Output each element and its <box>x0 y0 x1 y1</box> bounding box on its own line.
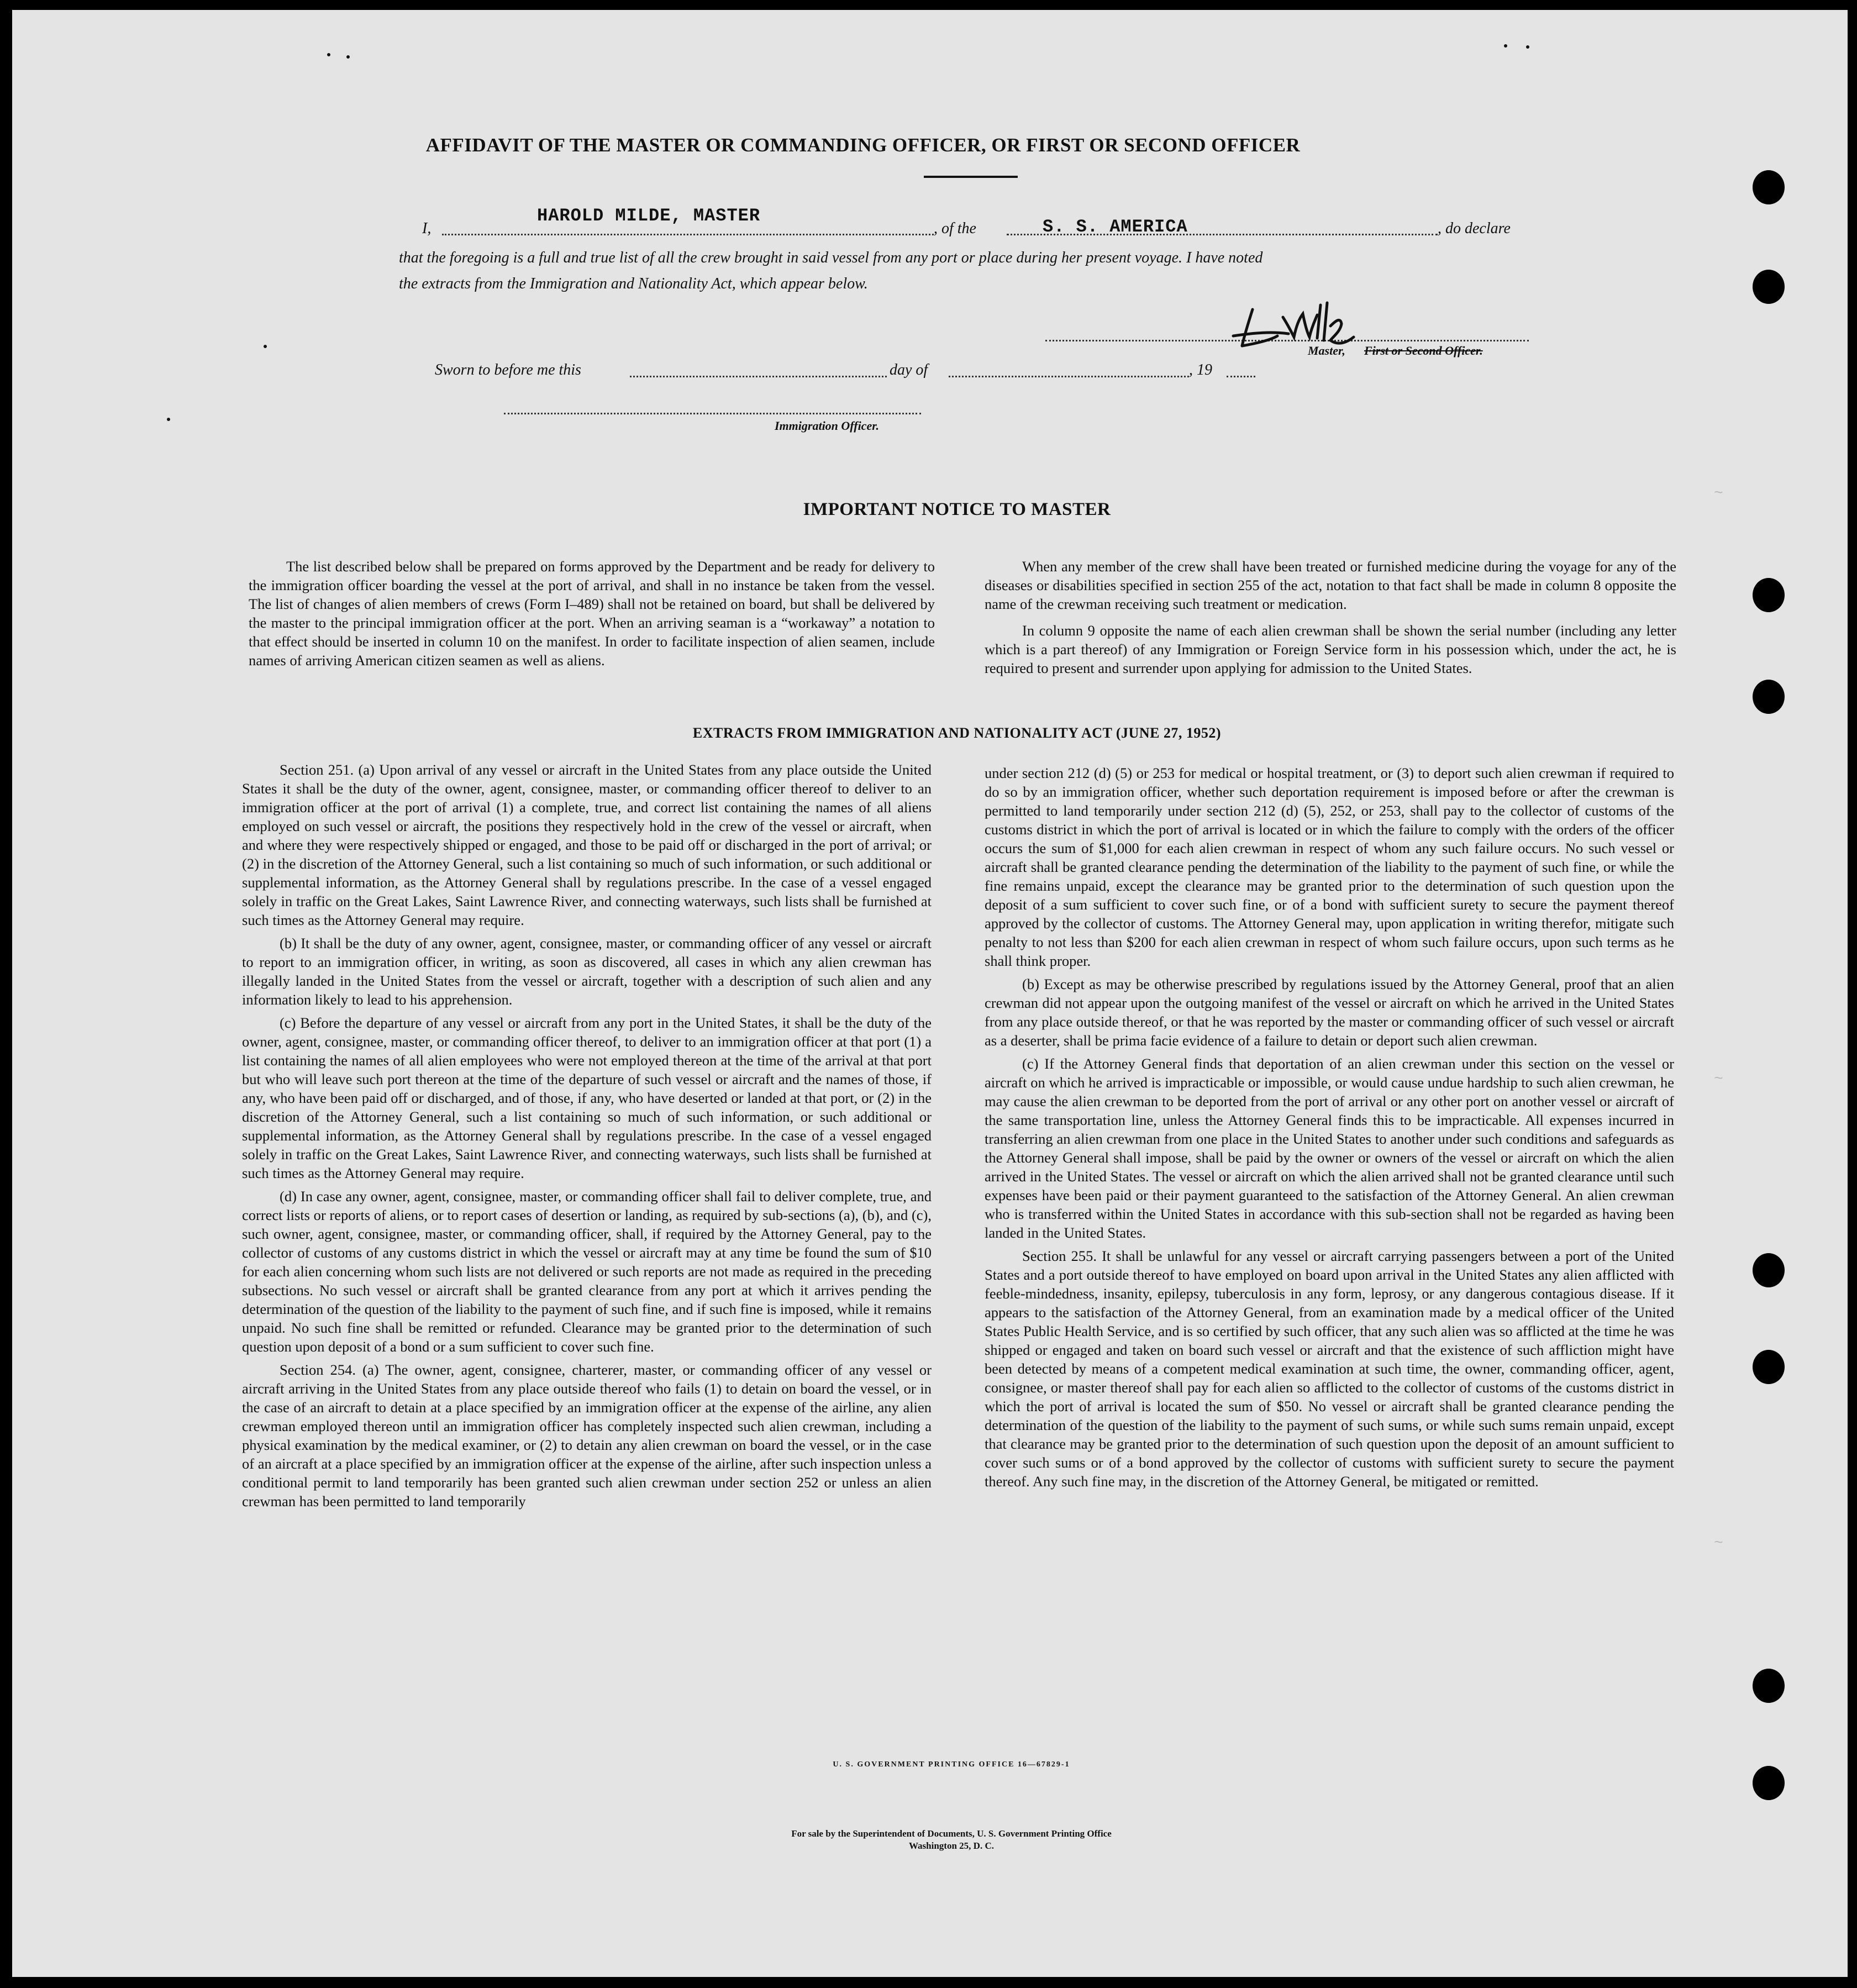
declaration-i: I, <box>422 220 432 237</box>
punch-hole <box>1753 1350 1785 1384</box>
section-254-c: (c) If the Attorney General finds that deportation of an alien crewman under this section on the vessel or aircraft on which he arrived is impracticable or impossible, or would cause undue hardship to such alien crewman, he may cause the alien crewman to be deported from the port of arrival or any other port on another vessel or aircraft of the same transportation line, unless the Attorney General finds this to be impracticable. All expenses incurred in transferring an alien crewman from one place in the United States to another under such conditions and safeguards as the Attorney General shall impose, shall be paid by the owner or owners of the vessel or aircraft on which the alien arrived in the United States. The vessel or aircraft on which the alien arrived shall not be granted clearance until such expenses have been paid or their payment guaranteed to the satisfaction of the Attorney General. An alien crewman who is transferred within the United States in accordance with this sub-section shall not be regarded as having been landed in the United States. <box>985 1055 1674 1241</box>
sale-line-1: For sale by the Superintendent of Documents, U. S. Government Printing Office <box>791 1828 1112 1839</box>
day-of-text: day of <box>890 361 928 378</box>
section-255: Section 255. It shall be unlawful for any vessel or aircraft carrying passengers between a port of the United States and a port outside thereof to have employed on board upon arrival in the United States any alien afflicted with feeble-mindedness, insanity, epilepsy, tuberculosis in any form, leprosy, or any dangerous contagious disease. If it appears to the satisfaction of the Attorney General, from an examination made by a medical officer of the United States Public Health Service, and is so certified by such officer, that any such alien was so afflicted at the time he was shipped or engaged and taken on board such vessel or aircraft and that the existence of such affliction might have been detected by means of a competent medical examination at such time, the owner, commanding officer, agent, consignee, or master thereof shall pay for each alien so afflicted to the collector of customs of the customs district in which the port of arrival is located the sum of $50. No vessel or aircraft shall be granted clearance pending the determination of the question of the liability to the payment of such sums, or while such sums remain unpaid, except that clearance may be granted prior to the determination of such question upon the deposit of an amount sufficient to cover such sums or of a bond approved by the collector of customs with sufficient surety to secure the payment thereof. Any such fine may, in the discretion of the Attorney General, be mitigated or remitted. <box>985 1248 1674 1490</box>
notice-paragraph: When any member of the crew shall have been treated or furnished medicine during the voyage for any of the diseases or disabilities specified in section 255 of the act, notation to that fact shall be made in column 8 opposite the name of the crewman receiving such treatment or medication. <box>985 558 1676 612</box>
declaration-line3: the extracts from the Immigration and Nationality Act, which appear below. <box>399 275 868 292</box>
bleed-through-mark: ~ <box>1714 485 1723 502</box>
speck <box>346 55 350 59</box>
declaration-line2: that the foregoing is a full and true list of all the crew brought in said vessel from any port or place during her present voyage. I have noted <box>399 249 1263 266</box>
of-the-text: , of the <box>934 220 976 237</box>
sale-notice <box>620 1828 1283 1852</box>
extracts-right-column <box>985 764 1674 1495</box>
notice-paragraph: In column 9 opposite the name of each alien crewman shall be shown the serial number (including any letter which is a part thereof) of any Immigration or Foreign Service form in his possession which, under the act, he is required to present and surrender upon applying for admission to the United States. <box>985 622 1676 676</box>
declare-text: , do declare <box>1438 220 1511 237</box>
printing-office-imprint: U. S. GOVERNMENT PRINTING OFFICE 16—67829-1 <box>833 1760 1070 1769</box>
speck <box>1504 44 1507 48</box>
section-254-a: Section 254. (a) The owner, agent, consignee, charterer, master, or commanding officer of any vessel or aircraft arriving in the United States from any place outside thereof who fails (1) to detain on board the vessel, or in the case of an aircraft to detain at a place specified by an immigration officer at the expense of the airline, any alien crewman employed thereon until an immigration officer has completely inspected such alien crewman, including a physical examination by the medical examiner, or (2) to detain any alien crewman on board the vessel, or in the case of an aircraft at a place specified by an immigration officer at the expense of the airline, after such inspection unless a conditional permit to land temporarily has been granted such alien crewman under section 252 or unless an alien crewman has been permitted to land temporarily <box>242 1361 932 1510</box>
speck <box>327 53 330 56</box>
section-251-b: (b) It shall be the duty of any owner, agent, consignee, master, or commanding officer of any vessel or aircraft to report to an immigration officer, in writing, as soon as discovered, all cases in which any alien crewman has illegally landed in the United States from the vessel or aircraft, together with a description of such alien and any information likely to lead to his apprehension. <box>242 935 932 1008</box>
punch-hole <box>1753 578 1785 612</box>
struck-officer-label: First or Second Officer. <box>1364 344 1483 357</box>
section-251-a: Section 251. (a) Upon arrival of any vessel or aircraft in the United States from any place outside the United States it shall be the duty of the owner, agent, consignee, master, or commanding officer thereof to deliver to an immigration officer at the port of arrival (1) a complete, true, and correct list containing the names of all aliens employed on such vessel or aircraft, the positions they respectively hold in the crew of the vessel or aircraft, when and where they were respectively shipped or engaged, and those to be paid off or discharged in the port of arrival; or (2) in the discretion of the Attorney General, such a list containing so much of such information, or such additional or supplemental information, as the Attorney General shall by regulations prescribe. In the case of a vessel engaged solely in traffic on the Great Lakes, Saint Lawrence River, and connecting waterways, such lists shall be furnished at such times as the Attorney General may require. <box>242 761 932 928</box>
punch-hole <box>1753 1253 1785 1287</box>
vessel-name: S. S. AMERICA <box>1043 217 1188 237</box>
master-label: Master, <box>1308 344 1345 357</box>
bleed-through-mark: ~ <box>1714 1535 1723 1552</box>
punch-hole <box>1753 1766 1785 1800</box>
speck <box>1526 45 1529 49</box>
immigration-officer-label: Immigration Officer. <box>775 419 880 433</box>
extracts-left-column <box>242 760 932 1515</box>
extracts-title: EXTRACTS FROM IMMIGRATION AND NATIONALITY ACT (JUNE 27, 1952) <box>692 725 1222 741</box>
title-rule <box>924 176 1018 178</box>
punch-hole <box>1753 680 1785 714</box>
notice-paragraph: The list described below shall be prepared on forms approved by the Department and be ready for delivery to the immigration officer boarding the vessel at the port of arrival, and shall in no instance be taken from the vessel. The list of changes of alien members of crews (Form I–489) shall not be retained on board, but shall be delivered by the master to the principal immigration officer at the port. When an arriving seaman is a “workaway” a notation to that effect should be inserted in column 10 on the manifest. In order to facilitate inspection of alien seamen, include names of arriving American citizen seamen as well as aliens. <box>249 558 935 669</box>
section-254-a-continued: under section 212 (d) (5) or 253 for medical or hospital treatment, or (3) to deport such alien crewman if required to do so by an immigration officer, whether such deportation requirement is imposed before or after the crewman is permitted to land temporarily under section 212 (d) (5), 252, or 253, shall pay to the collector of customs of the customs district in which the port of arrival is located or in which the failure to comply with the orders of the officer occurs the sum of $1,000 for each alien crewman in respect of whom any such failure occurs. No such vessel or aircraft shall be granted clearance pending the determination of the liability to the payment of such fine, or while the fine remains unpaid, except the clearance may be granted prior to the determination of such question upon the deposit of a sum sufficient to cover such fine, or of a bond with sufficient surety to secure the payment thereof approved by the collector of customs. The Attorney General may, upon application in writing therefor, mitigate such penalty to not less than $200 for each alien crewman in respect of whom such failure occurs, upon such terms as he shall think proper. <box>985 765 1674 969</box>
officer-signature-line <box>504 413 921 414</box>
year-text: , 19 <box>1189 361 1212 378</box>
notice-title: IMPORTANT NOTICE TO MASTER <box>803 499 1111 519</box>
sworn-day-line <box>630 376 887 377</box>
affidavit-page <box>12 10 1848 1977</box>
sale-line-2: Washington 25, D. C. <box>909 1840 994 1851</box>
notice-right-column <box>985 557 1676 682</box>
punch-hole <box>1753 170 1785 204</box>
section-251-d: (d) In case any owner, agent, consignee, master, or commanding officer shall fail to deliver complete, true, and correct lists or reports of aliens, or to report cases of desertion or landing, as required by sub-sections (a), (b), and (c), such owner, agent, consignee, master, or commanding officer, shall, if required by the Attorney General, pay to the collector of customs of any customs district in which the vessel or aircraft may at any time be found the sum of $10 for each alien concerning whom such lists are not delivered or such reports are not made as required in the preceding subsections. No such vessel or aircraft shall be granted clearance from any port at which it arrives pending the determination of the question of the liability to the payment of such fine, and if such fine is imposed, while it remains unpaid. No such fine shall be remitted or refunded. Clearance may be granted prior to the determination of such question upon deposit of a bond or a sum sufficient to cover such fine. <box>242 1188 932 1355</box>
year-line <box>1227 376 1255 377</box>
sworn-text: Sworn to before me this <box>435 361 581 378</box>
name-line <box>442 234 934 235</box>
declarant-name: HAROLD MILDE, MASTER <box>537 206 761 226</box>
section-254-b: (b) Except as may be otherwise prescribed by regulations issued by the Attorney General, proof that an alien crewman did not appear upon the outgoing manifest of the vessel or aircraft on which he arrived in the United States from any place outside thereof, or that he was reported by the master or commanding officer of such vessel or aircraft as a deserter, shall be prima facie evidence of a failure to detain or deport such alien crewman. <box>985 976 1674 1049</box>
affidavit-title: AFFIDAVIT OF THE MASTER OR COMMANDING OFFICER, OR FIRST OR SECOND OFFICER <box>425 134 1301 156</box>
sworn-month-line <box>949 376 1189 377</box>
speck <box>167 418 170 421</box>
notice-left-column <box>249 557 935 674</box>
speck <box>264 345 267 348</box>
bleed-through-mark: ~ <box>1714 1071 1723 1088</box>
section-251-c: (c) Before the departure of any vessel or aircraft from any port in the United States, it shall be the duty of the owner, agent, consignee, master, or commanding officer thereof, to deliver to an immigration officer at that port (1) a list containing the names of all alien employees who were not employed thereon at the time of the arrival at that port but who will leave such port thereon at the time of the departure of such vessel or aircraft and the names of those, if any, who have been paid off or discharged, and of those, if any, who have deserted or landed at that port, or (2) in the discretion of the Attorney General, such a list containing so much of such information, or such additional or supplemental information, as the Attorney General shall by regulations prescribe. In the case of a vessel engaged solely in traffic on the Great Lakes, Saint Lawrence River, and connecting waterways, such lists shall be furnished at such times as the Attorney General may require. <box>242 1014 932 1181</box>
punch-hole <box>1753 1669 1785 1703</box>
punch-hole <box>1753 270 1785 304</box>
